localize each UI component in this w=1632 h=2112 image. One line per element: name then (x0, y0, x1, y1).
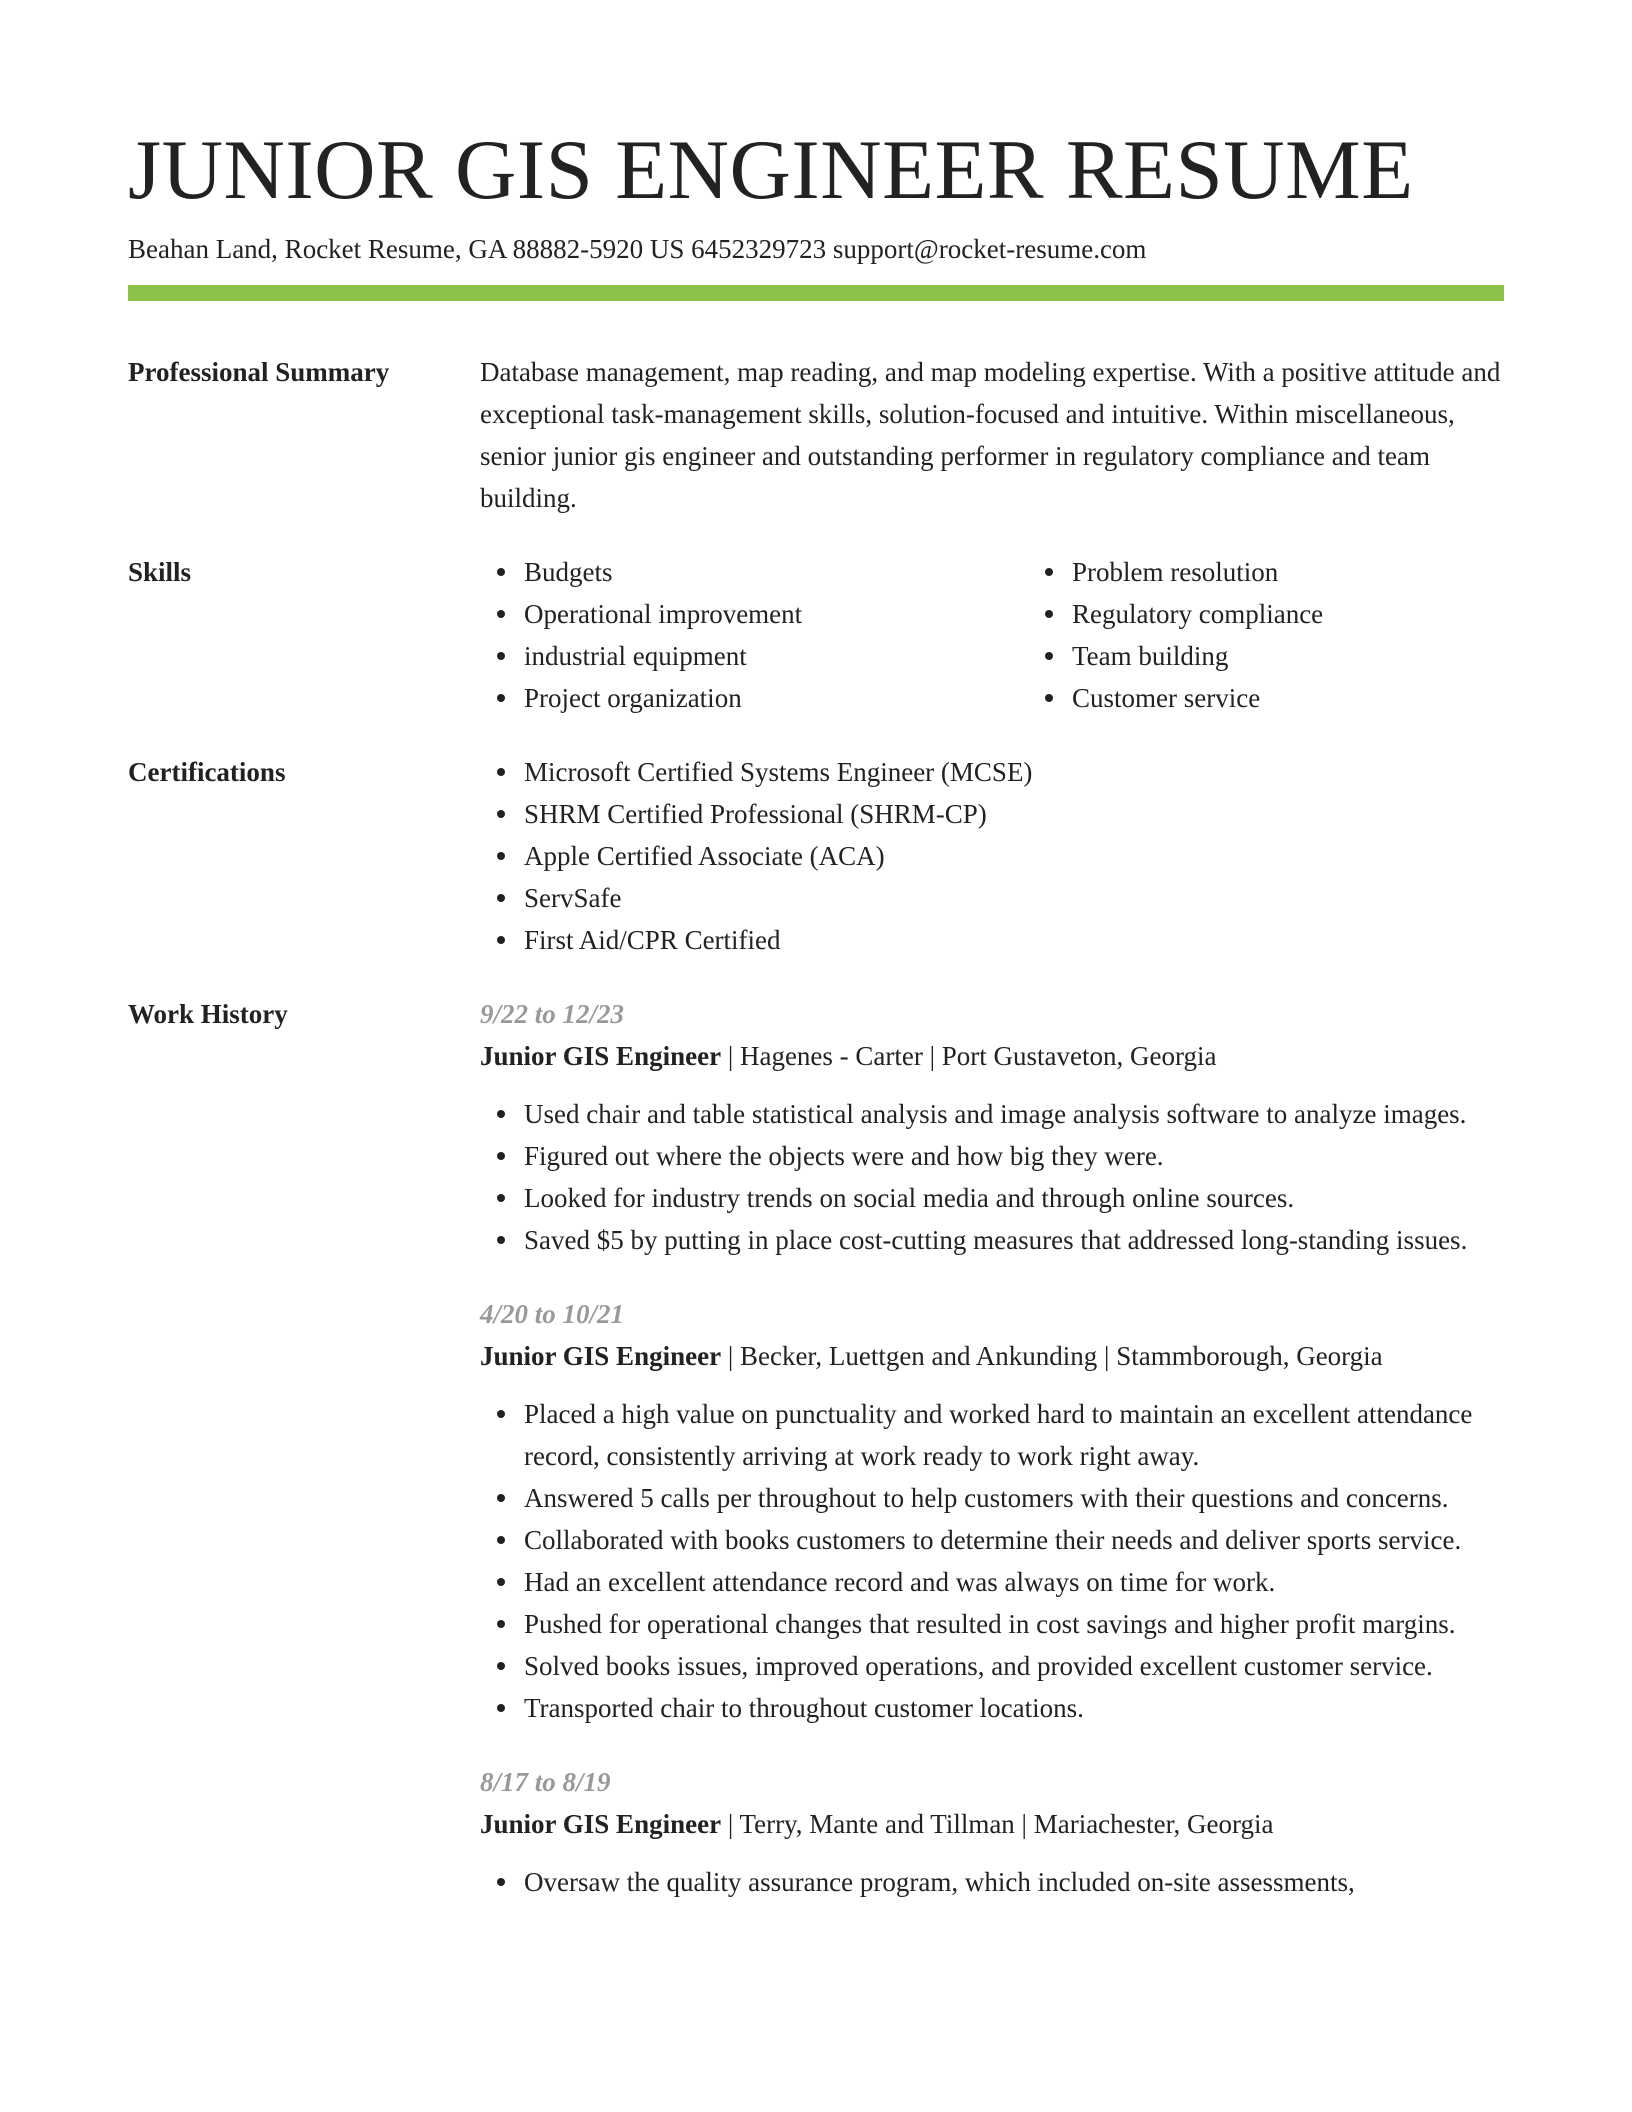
certification-item: Apple Certified Associate (ACA) (524, 835, 1504, 877)
job-bullets (480, 1861, 1504, 1903)
job-heading (480, 1803, 1504, 1845)
job-bullet: Transported chair to throughout customer locations. (524, 1687, 1504, 1729)
job-dates: 9/22 to 12/23 (480, 999, 625, 1029)
skill-item: Customer service (1072, 677, 1572, 719)
certification-item: First Aid/CPR Certified (524, 919, 1504, 961)
job-entry (480, 1293, 1504, 1729)
job-bullet: Oversaw the quality assurance program, which included on-site assessments, (524, 1861, 1504, 1903)
summary-text: Database management, map reading, and map modeling expertise. With a positive attitude and exceptional task-management skills, solution-focused and intuitive. Within miscellaneous, senior junior gis engineer and outstanding performer in regulatory compliance and team building. (480, 357, 1501, 513)
job-bullet: Used chair and table statistical analysis and image analysis software to analyze images. (524, 1093, 1504, 1135)
job-bullet: Looked for industry trends on social media and through online sources. (524, 1177, 1504, 1219)
resume-page (128, 120, 1504, 1903)
work-history-section (128, 993, 1504, 1903)
job-bullet: Figured out where the objects were and how big they were. (524, 1135, 1504, 1177)
skill-item: industrial equipment (524, 635, 1028, 677)
job-bullet: Saved $5 by putting in place cost-cutting measures that addressed long-standing issues. (524, 1219, 1504, 1261)
skill-item: Operational improvement (524, 593, 1028, 635)
certification-item: SHRM Certified Professional (SHRM-CP) (524, 793, 1504, 835)
skill-item: Budgets (524, 551, 1028, 593)
job-details: | Hagenes - Carter | Port Gustaveton, Georgia (721, 1041, 1217, 1071)
job-bullet: Pushed for operational changes that resulted in cost savings and higher profit margins. (524, 1603, 1504, 1645)
job-title: Junior GIS Engineer (480, 1041, 722, 1071)
certifications-label: Certifications (128, 757, 286, 787)
job-bullet: Solved books issues, improved operations, and provided excellent customer service. (524, 1645, 1504, 1687)
job-bullet: Collaborated with books customers to determine their needs and deliver sports service. (524, 1519, 1504, 1561)
summary-section (128, 351, 1504, 519)
job-dates: 4/20 to 10/21 (480, 1299, 625, 1329)
job-entry (480, 993, 1504, 1261)
skills-list-left (480, 551, 1028, 719)
job-heading (480, 1335, 1504, 1377)
certification-item: Microsoft Certified Systems Engineer (MCSE) (524, 751, 1504, 793)
certifications-section (128, 751, 1504, 961)
certifications-list (480, 751, 1504, 961)
resume-title: JUNIOR GIS ENGINEER RESUME (128, 123, 1414, 217)
skill-item: Problem resolution (1072, 551, 1572, 593)
skill-item: Project organization (524, 677, 1028, 719)
job-details: | Terry, Mante and Tillman | Mariachester, Georgia (721, 1809, 1274, 1839)
accent-divider (128, 285, 1504, 301)
skills-section (128, 551, 1504, 719)
job-bullet: Had an excellent attendance record and was always on time for work. (524, 1561, 1504, 1603)
skill-item: Team building (1072, 635, 1572, 677)
certification-item: ServSafe (524, 877, 1504, 919)
skills-label: Skills (128, 557, 192, 587)
job-title: Junior GIS Engineer (480, 1341, 722, 1371)
job-title: Junior GIS Engineer (480, 1809, 722, 1839)
summary-label: Professional Summary (128, 357, 390, 387)
job-dates: 8/17 to 8/19 (480, 1767, 611, 1797)
job-bullets (480, 1093, 1504, 1261)
job-details: | Becker, Luettgen and Ankunding | Stammborough, Georgia (721, 1341, 1383, 1371)
contact-line: Beahan Land, Rocket Resume, GA 88882-5920 US 6452329723 support@rocket-resume.com (128, 234, 1147, 264)
work-history-label: Work History (128, 999, 288, 1029)
job-bullet: Placed a high value on punctuality and worked hard to maintain an excellent attendance record, consistently arriving at work ready to work right away. (524, 1393, 1504, 1477)
job-bullets (480, 1393, 1504, 1729)
skills-list-right (1028, 551, 1572, 719)
skill-item: Regulatory compliance (1072, 593, 1572, 635)
job-bullet: Answered 5 calls per throughout to help customers with their questions and concerns. (524, 1477, 1504, 1519)
job-heading (480, 1035, 1504, 1077)
job-entry (480, 1761, 1504, 1903)
